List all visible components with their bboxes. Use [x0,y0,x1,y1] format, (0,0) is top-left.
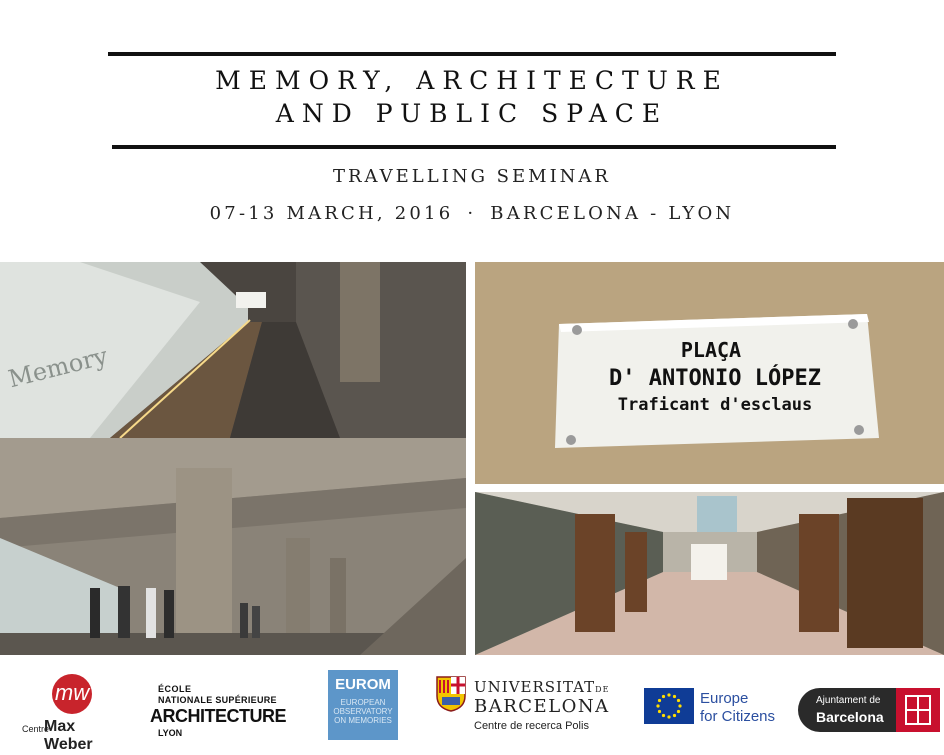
ub-line-1 [474,678,609,696]
photo-memorial-corridor [0,262,466,438]
eurom-line-3: ON MEMORIES [334,716,392,725]
ensa-line-2: NATIONALE SUPÉRIEURE [158,695,277,705]
title-line-1: MEMORY, ARCHITECTURE [215,66,729,95]
sponsor-logos [0,660,944,755]
eurom-line-1: EUROPEAN [340,698,386,707]
event-date: 07-13 MARCH, 2016 [209,203,454,224]
eurom-name: EUROM [335,676,391,693]
eurom-line-2: OBSERVATORY [333,707,393,716]
event-places: BARCELONA - LYON [490,203,735,224]
ajuntament-line-1: Ajuntament de [816,695,881,706]
logo-centre-max-weber [14,670,118,753]
logo-eurom [328,670,398,740]
logo-ajuntament-barcelona [798,688,940,732]
ub-line-1-suffix: DE [595,685,610,694]
street-sign-line-2: D' ANTONIO LÓPEZ [609,366,821,391]
street-sign-line-1: PLAÇA [680,338,742,362]
eu-flag-icon [644,688,694,724]
ub-line-2: BARCELONA [474,696,610,717]
street-sign-line-3: Traficant d'esclaus [617,395,813,415]
max-weber-mark: mw [52,674,92,714]
photo-concrete-interior [0,438,466,655]
efc-line-1: Europe [700,690,749,707]
max-weber-name: Max Weber [44,718,93,753]
ub-line-1-main: UNIVERSITAT [474,678,596,696]
ajuntament-line-2: Barcelona [816,709,884,725]
photo-street-sign [475,262,944,484]
ub-line-3: Centre de recerca Polis [474,720,589,732]
max-weber-prefix: Centre [22,724,50,734]
title-line-2: AND PUBLIC SPACE [275,99,669,128]
date-location-line [0,203,944,224]
ensa-line-3: ARCHITECTURE [150,706,286,726]
barcelona-seal-icon [896,688,940,732]
title-bottom-rule [112,145,836,149]
seminar-label: TRAVELLING SEMINAR [333,166,611,187]
title-top-rule [108,52,836,56]
ub-shield-icon [436,676,466,712]
logo-universitat-barcelona [436,674,608,740]
photo-prison-corridor [475,492,944,655]
eurom-subtitle [330,698,396,725]
ensa-line-1: ÉCOLE [158,684,192,694]
logo-ensa-lyon [148,676,298,746]
separator-dot: · [467,203,477,224]
logo-europe-for-citizens [644,688,784,728]
ensa-line-4: LYON [158,728,183,738]
memorial-wall-inscription: Memory [5,341,111,394]
efc-line-2: for Citizens [700,708,776,725]
